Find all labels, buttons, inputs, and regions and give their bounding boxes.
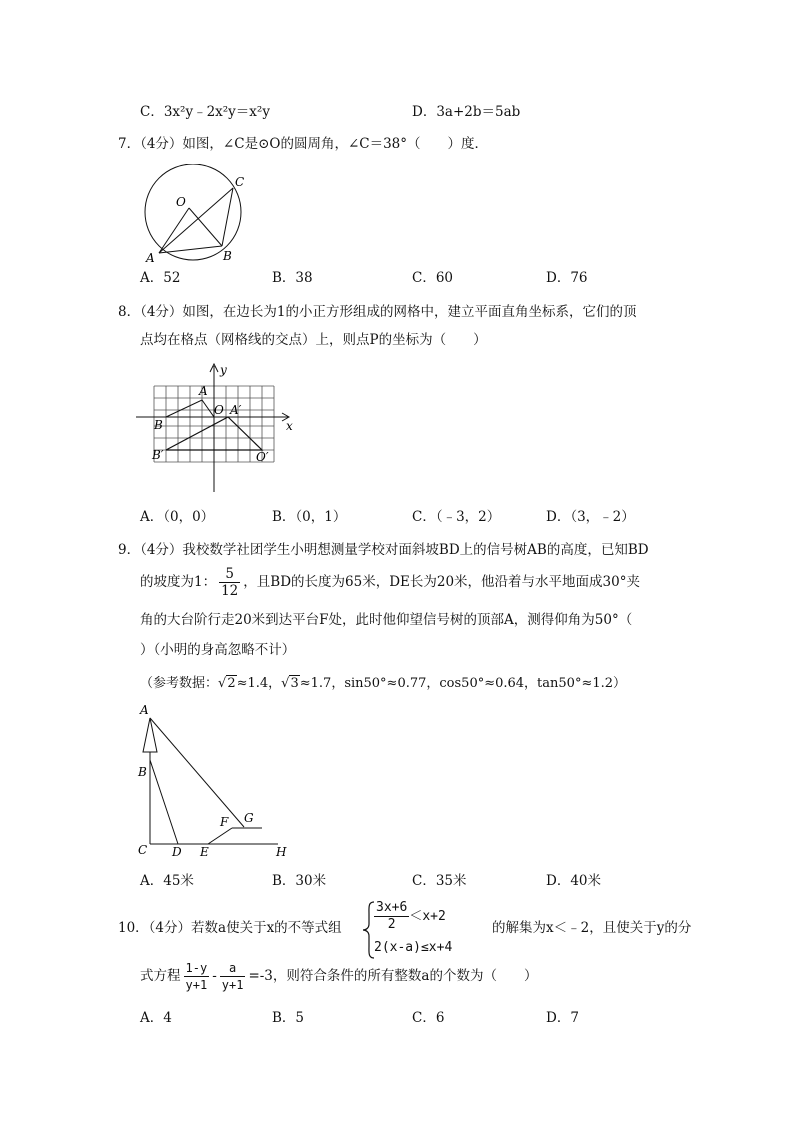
sqrt-icon: √: [218, 676, 227, 691]
q9-label-e: E: [200, 845, 209, 859]
q9-label-f: F: [220, 815, 229, 829]
q8-stem-line2: 点均在格点（网格线的交点）上，则点P的坐标为（ ）: [140, 332, 487, 348]
q10-line2-lead: 式方程: [140, 968, 181, 984]
q6-option-d: D．3a+2b＝5ab: [412, 104, 521, 120]
q9-label-d: D: [172, 845, 182, 859]
q8-option-a: A．（0，0）: [140, 509, 215, 525]
q10-lead: 10．（4分）若数a使关于x的不等式组: [118, 920, 342, 936]
q9-line2-lead: 的坡度为1：: [140, 574, 217, 590]
q8-stem-line1: 8．（4分）如图，在边长为1的小正方形组成的网格中，建立平面直角坐标系，它们的顶: [118, 304, 637, 320]
q10-eq-denominator-2: y+1: [221, 978, 244, 992]
q10-option-a: A．4: [140, 1010, 172, 1026]
q9-slope-figure: [132, 700, 302, 864]
q10-ineq1-numerator: 3x+6: [376, 900, 408, 915]
q9-option-a: A．45米: [140, 873, 194, 889]
q8-option-b: B．（0，1）: [272, 509, 347, 525]
q6-option-c: C．3x²y﹣2x²y＝x²y: [140, 104, 270, 120]
q7-option-b: B．38: [272, 270, 313, 286]
q8-grid-figure: [136, 362, 306, 496]
q10-ineq1-fraction: [374, 900, 409, 933]
q9-option-c: C．35米: [412, 873, 467, 889]
q10-option-d: D．7: [546, 1010, 579, 1026]
q8-label-o-prime: O′: [256, 450, 269, 464]
q7-option-a: A．52: [140, 270, 181, 286]
q10-line2: [140, 960, 537, 993]
q10-eq-fraction-2: [220, 960, 246, 993]
q10-option-b: B．5: [272, 1010, 305, 1026]
q9-ref-mid: ≈1.4，: [236, 676, 282, 691]
q9-option-b: B．30米: [272, 873, 327, 889]
q8-label-y: y: [220, 363, 227, 377]
q9-label-g: G: [244, 811, 254, 825]
q7-label-b: B: [223, 249, 232, 263]
q8-option-d: D．（3，﹣2）: [546, 509, 635, 525]
q10-option-c: C．6: [412, 1010, 445, 1026]
q9-line3: 角的大台阶行走20米到达平台F处，此时他仰望信号树的顶部A，测得仰角为50°（: [140, 612, 633, 628]
q7-option-d: D．76: [546, 270, 588, 286]
q10-ineq1-rest: ＜x+2: [409, 909, 446, 924]
q10-eq-denominator-1: y+1: [185, 978, 208, 992]
q9-slope-fraction: [219, 566, 240, 599]
q9-fraction-denominator: 12: [221, 583, 239, 599]
q9-line4: ）（小明的身高忽略不计）: [140, 642, 296, 658]
q9-line2: [140, 566, 640, 599]
q10-tail: 的解集为x＜﹣2，且使关于y的分: [492, 920, 692, 936]
q9-ref-lead: （参考数据：: [140, 676, 219, 691]
q7-label-o: O: [176, 195, 186, 209]
q9-reference-data: [140, 674, 626, 694]
q9-ref-tail: ≈1.7，sin50°≈0.77，cos50°≈0.64，tan50°≈1.2）: [299, 676, 627, 691]
q10-eq-numerator-1: 1-y: [185, 961, 208, 975]
q10-eq-rest: =-3，则符合条件的所有整数a的个数为（ ）: [248, 968, 538, 984]
q9-label-h: H: [276, 845, 287, 859]
q8-label-a: A: [199, 384, 208, 398]
q10-inequality-1: [374, 900, 446, 933]
q8-label-x: x: [286, 419, 293, 433]
q10-inequality-2: 2(x-a)≤x+4: [374, 940, 453, 955]
q10-eq-fraction-1: [184, 960, 210, 993]
q10-eq-numerator-2: a: [220, 960, 246, 977]
sqrt-icon: √: [281, 676, 290, 691]
q8-label-b: B: [154, 418, 163, 432]
q7-option-c: C．60: [412, 270, 454, 286]
q7-stem: 7．（4分）如图，∠C是⊙O的圆周角，∠C＝38°（ ）度．: [118, 136, 489, 152]
q8-label-a-prime: A′: [230, 403, 242, 417]
q7-label-a: A: [146, 251, 155, 264]
q8-label-b-prime: B′: [152, 448, 164, 462]
q9-line1: 9．（4分）我校数学社团学生小明想测量学校对面斜坡BD上的信号树AB的高度，已知BD: [118, 542, 649, 558]
q9-label-b: B: [138, 765, 147, 779]
q7-label-c: C: [235, 175, 245, 189]
q9-label-c: C: [138, 843, 148, 857]
q9-option-d: D．40米: [546, 873, 602, 889]
q10-eq-minus: -: [212, 968, 217, 984]
q9-fraction-numerator: 5: [219, 566, 240, 583]
q9-line2-rest: ，且BD的长度为65米，DE长为20米，他沿着与水平地面成30°夹: [243, 574, 640, 590]
q7-circle-figure: [136, 164, 256, 264]
q9-sqrt2: 2: [227, 676, 236, 691]
q8-option-c: C．（﹣3，2）: [412, 509, 501, 525]
q8-label-o: O: [214, 403, 224, 417]
q9-sqrt3: 3: [290, 676, 299, 691]
q9-label-a: A: [140, 703, 149, 717]
q10-ineq1-denominator: 2: [387, 917, 396, 932]
